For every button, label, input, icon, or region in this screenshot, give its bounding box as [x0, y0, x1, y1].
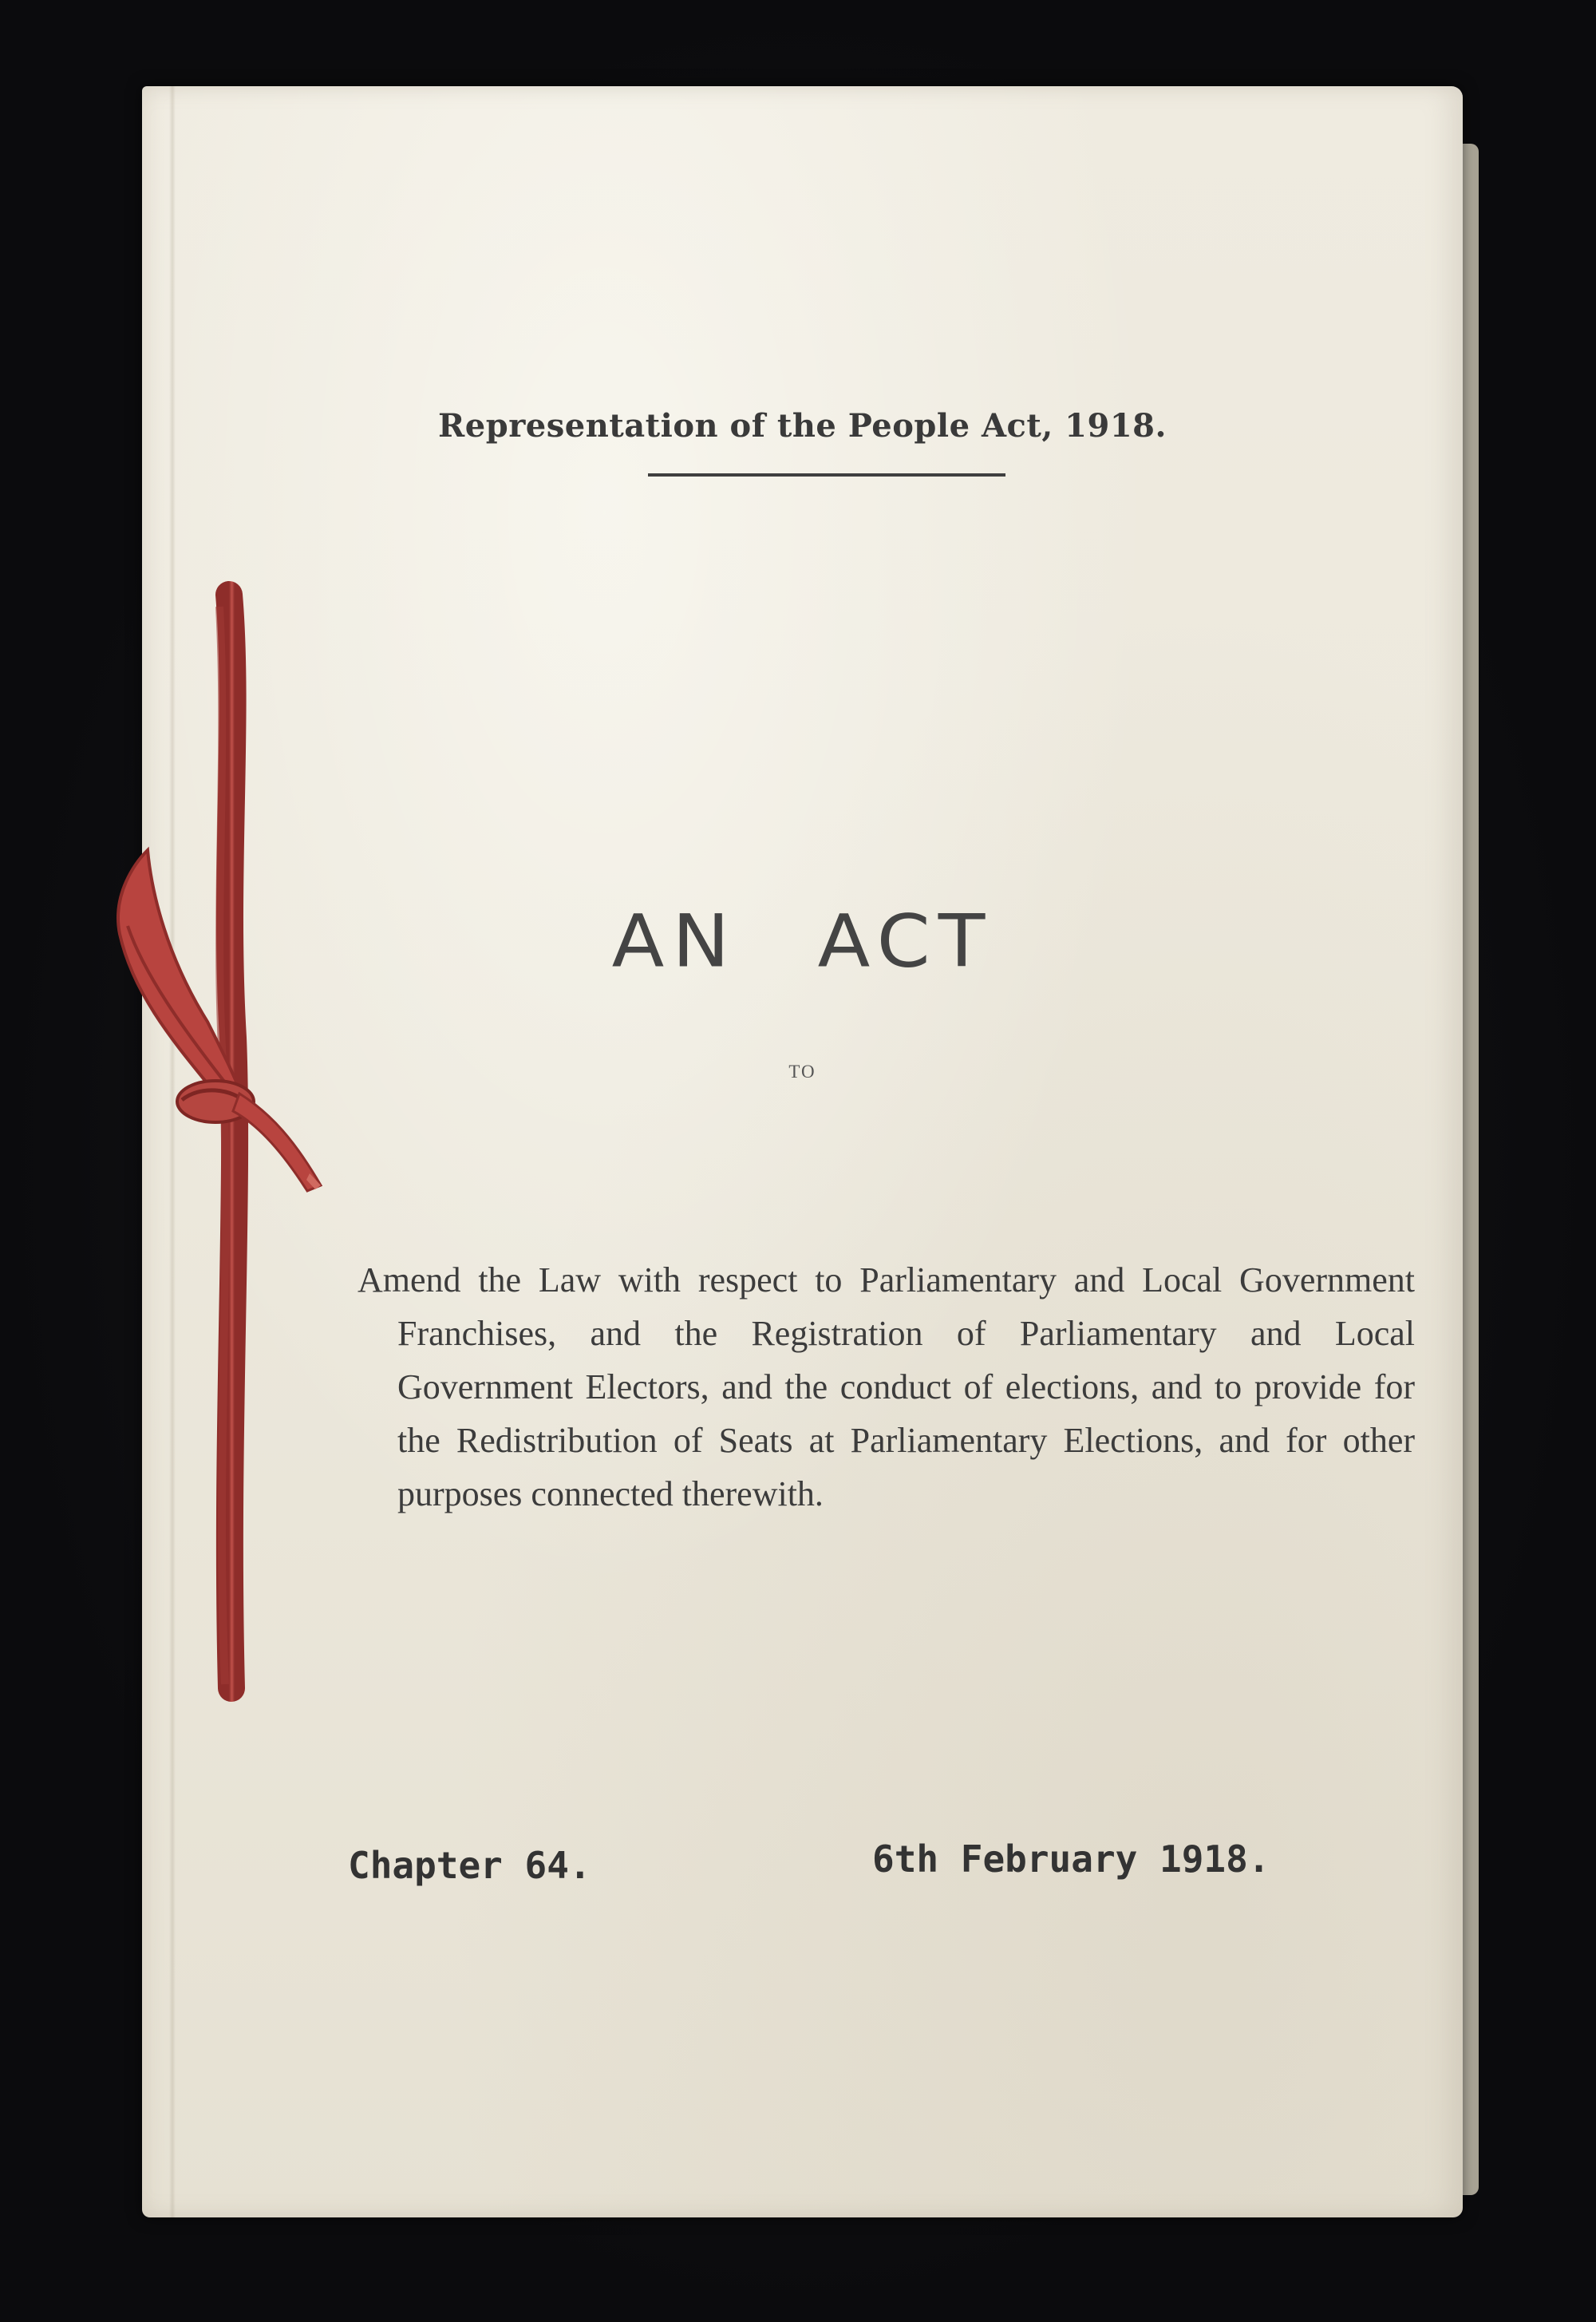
- title-rule: [648, 473, 1005, 477]
- spine-crease: [169, 86, 176, 2217]
- binding-hole-top: [223, 594, 235, 607]
- running-title: Representation of the People Act, 1918.: [438, 407, 1167, 445]
- chapter-number: Chapter 64.: [348, 1844, 591, 1887]
- connector-text: TO: [788, 1062, 816, 1082]
- long-title: Amend the Law with respect to Parliamentary and Local Government Franchises, and the Registration of Parliamentary and Local Government Electors, and the conduct of elections, and to provide for the Redistribution of Seats at Parliamentary Elections, and for other purposes connected therewith.: [358, 1260, 1415, 1513]
- binding-hole-bottom: [223, 1675, 235, 1687]
- assent-date: 6th February 1918.: [872, 1837, 1270, 1881]
- document-cover: [142, 86, 1463, 2217]
- act-heading: AN ACT: [611, 898, 994, 984]
